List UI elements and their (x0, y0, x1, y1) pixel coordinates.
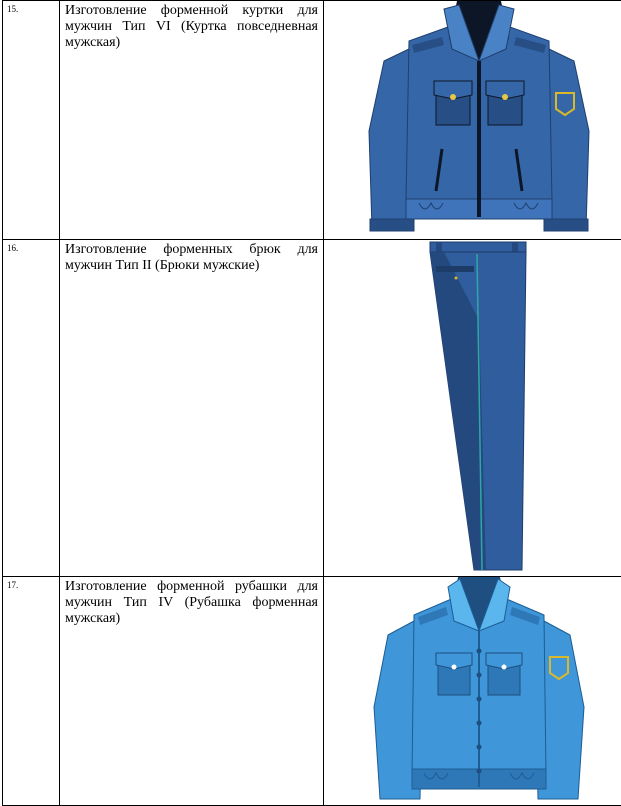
description-text: Изготовление форменной рубашки для мужчин Тип IV (Рубашка форменная мужская) (65, 579, 318, 627)
row-number: 17. (3, 577, 60, 806)
row-image-cell (324, 1, 621, 240)
row-number: 16. (3, 240, 60, 577)
row-number: 15. (3, 1, 60, 240)
row-image-cell (324, 577, 621, 806)
row-description (60, 240, 324, 577)
trousers-illustration (324, 240, 621, 576)
table-row (3, 240, 621, 577)
jacket-illustration (324, 1, 621, 239)
description-text: Изготовление форменной куртки для мужчин Тип VI (Куртка повседневная мужская) (65, 3, 318, 51)
description-text: Изготовление форменных брюк для мужчин Тип II (Брюки мужские) (65, 242, 318, 274)
row-description (60, 1, 324, 240)
shirt-illustration (324, 577, 621, 805)
spec-table (2, 0, 621, 806)
row-description (60, 577, 324, 806)
table-row (3, 1, 621, 240)
row-image-cell (324, 240, 621, 577)
table-row (3, 577, 621, 806)
